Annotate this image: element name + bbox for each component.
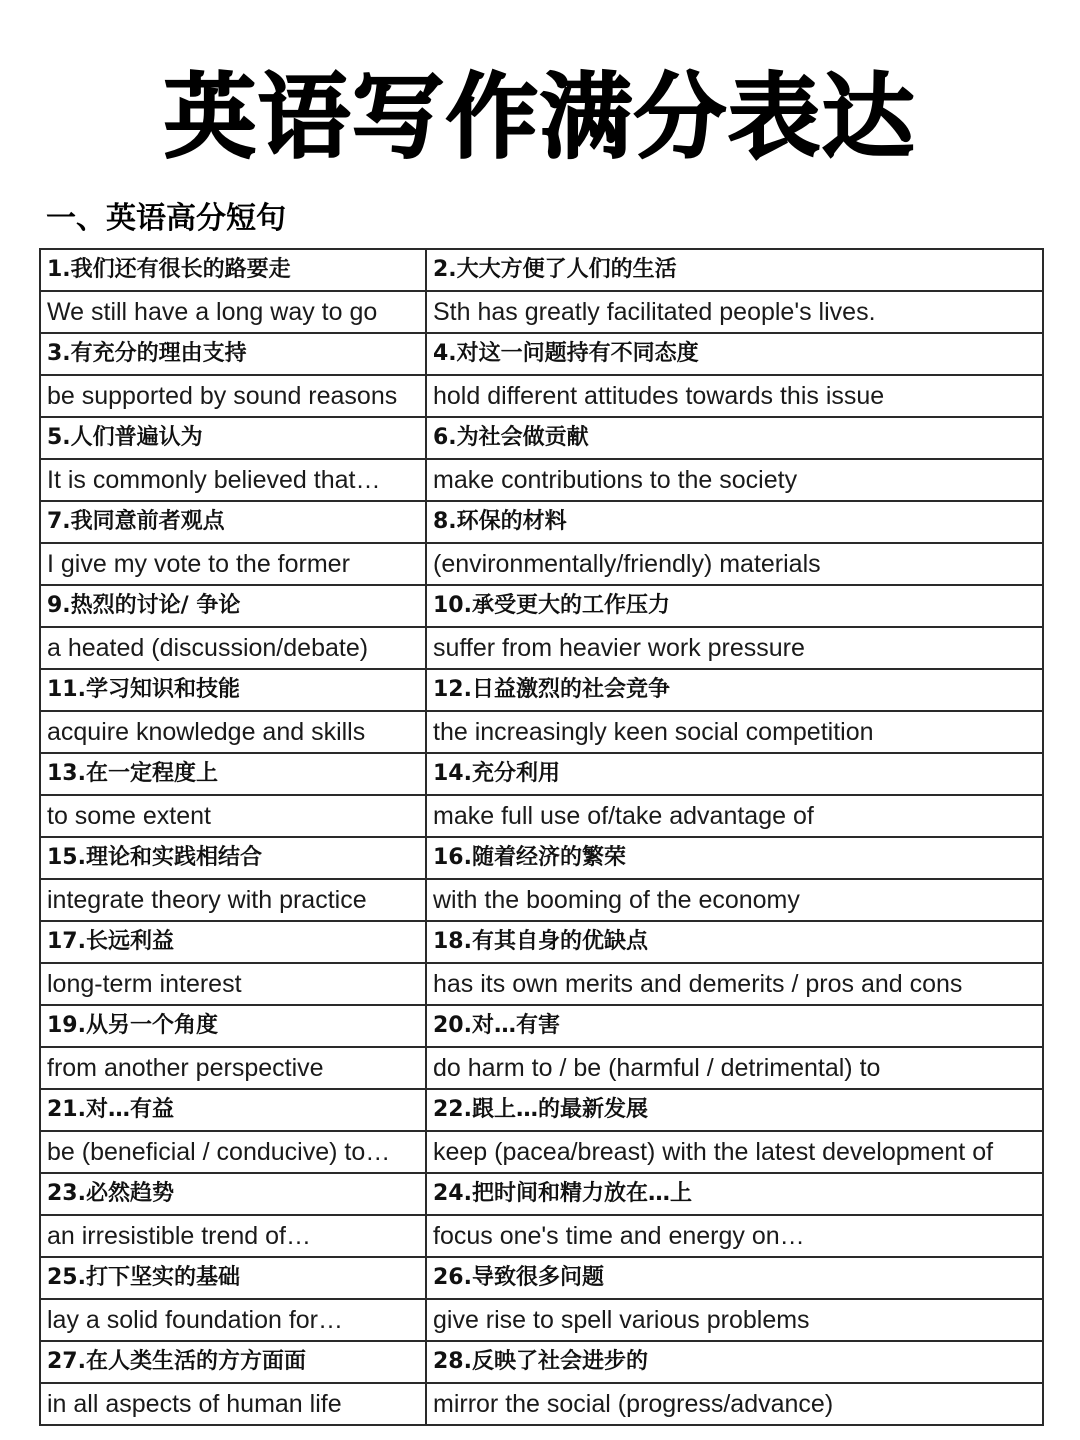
phrase-en: an irresistible trend of… bbox=[40, 1215, 426, 1257]
table-row bbox=[40, 1005, 1043, 1047]
phrase-table bbox=[39, 248, 1044, 1426]
phrase-en: with the booming of the economy bbox=[426, 879, 1043, 921]
phrase-cn: 1.我们还有很长的路要走 bbox=[40, 249, 426, 291]
phrase-cn: 17.长远利益 bbox=[40, 921, 426, 963]
phrase-cn: 22.跟上…的最新发展 bbox=[426, 1089, 1043, 1131]
phrase-cn: 4.对这一问题持有不同态度 bbox=[426, 333, 1043, 375]
phrase-cn: 21.对…有益 bbox=[40, 1089, 426, 1131]
phrase-en: Sth has greatly facilitated people's lives. bbox=[426, 291, 1043, 333]
table-row bbox=[40, 459, 1043, 501]
phrase-cn: 23.必然趋势 bbox=[40, 1173, 426, 1215]
phrase-en: keep (pacea/breast) with the latest development of bbox=[426, 1131, 1043, 1173]
phrase-en: to some extent bbox=[40, 795, 426, 837]
table-row bbox=[40, 1299, 1043, 1341]
section-heading: 一、英语高分短句 bbox=[46, 201, 286, 236]
phrase-en: give rise to spell various problems bbox=[426, 1299, 1043, 1341]
phrase-cn: 8.环保的材料 bbox=[426, 501, 1043, 543]
page-title: 英语写作满分表达 bbox=[163, 64, 916, 171]
phrase-en: in all aspects of human life bbox=[40, 1383, 426, 1425]
table-row bbox=[40, 711, 1043, 753]
phrase-cn: 25.打下坚实的基础 bbox=[40, 1257, 426, 1299]
phrase-en: has its own merits and demerits / pros and cons bbox=[426, 963, 1043, 1005]
table-row bbox=[40, 963, 1043, 1005]
phrase-en: integrate theory with practice bbox=[40, 879, 426, 921]
table-row bbox=[40, 627, 1043, 669]
phrase-en: suffer from heavier work pressure bbox=[426, 627, 1043, 669]
phrase-cn: 27.在人类生活的方方面面 bbox=[40, 1341, 426, 1383]
phrase-en: from another perspective bbox=[40, 1047, 426, 1089]
phrase-en: We still have a long way to go bbox=[40, 291, 426, 333]
phrase-en: make contributions to the society bbox=[426, 459, 1043, 501]
table-row bbox=[40, 879, 1043, 921]
table-row bbox=[40, 1089, 1043, 1131]
phrase-cn: 9.热烈的讨论/ 争论 bbox=[40, 585, 426, 627]
phrase-cn: 12.日益激烈的社会竞争 bbox=[426, 669, 1043, 711]
phrase-en: (environmentally/friendly) materials bbox=[426, 543, 1043, 585]
phrase-en: focus one's time and energy on… bbox=[426, 1215, 1043, 1257]
phrase-cn: 26.导致很多问题 bbox=[426, 1257, 1043, 1299]
phrase-en: I give my vote to the former bbox=[40, 543, 426, 585]
table-row bbox=[40, 1257, 1043, 1299]
table-row bbox=[40, 417, 1043, 459]
phrase-en: do harm to / be (harmful / detrimental) to bbox=[426, 1047, 1043, 1089]
phrase-cn: 18.有其自身的优缺点 bbox=[426, 921, 1043, 963]
table-row bbox=[40, 837, 1043, 879]
table-row bbox=[40, 291, 1043, 333]
phrase-cn: 14.充分利用 bbox=[426, 753, 1043, 795]
phrase-cn: 15.理论和实践相结合 bbox=[40, 837, 426, 879]
phrase-cn: 11.学习知识和技能 bbox=[40, 669, 426, 711]
phrase-cn: 2.大大方便了人们的生活 bbox=[426, 249, 1043, 291]
phrase-en: the increasingly keen social competition bbox=[426, 711, 1043, 753]
table-row bbox=[40, 921, 1043, 963]
phrase-cn: 3.有充分的理由支持 bbox=[40, 333, 426, 375]
phrase-en: mirror the social (progress/advance) bbox=[426, 1383, 1043, 1425]
phrase-en: It is commonly believed that… bbox=[40, 459, 426, 501]
table-row bbox=[40, 1341, 1043, 1383]
phrase-cn: 19.从另一个角度 bbox=[40, 1005, 426, 1047]
table-row bbox=[40, 543, 1043, 585]
table-row bbox=[40, 795, 1043, 837]
phrase-en: be (beneficial / conducive) to… bbox=[40, 1131, 426, 1173]
phrase-cn: 7.我同意前者观点 bbox=[40, 501, 426, 543]
phrase-en: long-term interest bbox=[40, 963, 426, 1005]
phrase-cn: 20.对…有害 bbox=[426, 1005, 1043, 1047]
phrase-cn: 6.为社会做贡献 bbox=[426, 417, 1043, 459]
table-row bbox=[40, 1131, 1043, 1173]
phrase-cn: 28.反映了社会进步的 bbox=[426, 1341, 1043, 1383]
phrase-cn: 10.承受更大的工作压力 bbox=[426, 585, 1043, 627]
table-row bbox=[40, 375, 1043, 417]
table-row bbox=[40, 501, 1043, 543]
phrase-cn: 13.在一定程度上 bbox=[40, 753, 426, 795]
phrase-en: hold different attitudes towards this issue bbox=[426, 375, 1043, 417]
phrase-cn: 24.把时间和精力放在…上 bbox=[426, 1173, 1043, 1215]
table-row bbox=[40, 1215, 1043, 1257]
table-row bbox=[40, 753, 1043, 795]
table-row bbox=[40, 1047, 1043, 1089]
table-row bbox=[40, 669, 1043, 711]
phrase-cn: 16.随着经济的繁荣 bbox=[426, 837, 1043, 879]
phrase-en: acquire knowledge and skills bbox=[40, 711, 426, 753]
phrase-en: a heated (discussion/debate) bbox=[40, 627, 426, 669]
phrase-cn: 5.人们普遍认为 bbox=[40, 417, 426, 459]
table-row bbox=[40, 1383, 1043, 1425]
table-row bbox=[40, 1173, 1043, 1215]
table-row bbox=[40, 249, 1043, 291]
table-row bbox=[40, 333, 1043, 375]
table-row bbox=[40, 585, 1043, 627]
phrase-en: be supported by sound reasons bbox=[40, 375, 426, 417]
phrase-en: make full use of/take advantage of bbox=[426, 795, 1043, 837]
phrase-en: lay a solid foundation for… bbox=[40, 1299, 426, 1341]
